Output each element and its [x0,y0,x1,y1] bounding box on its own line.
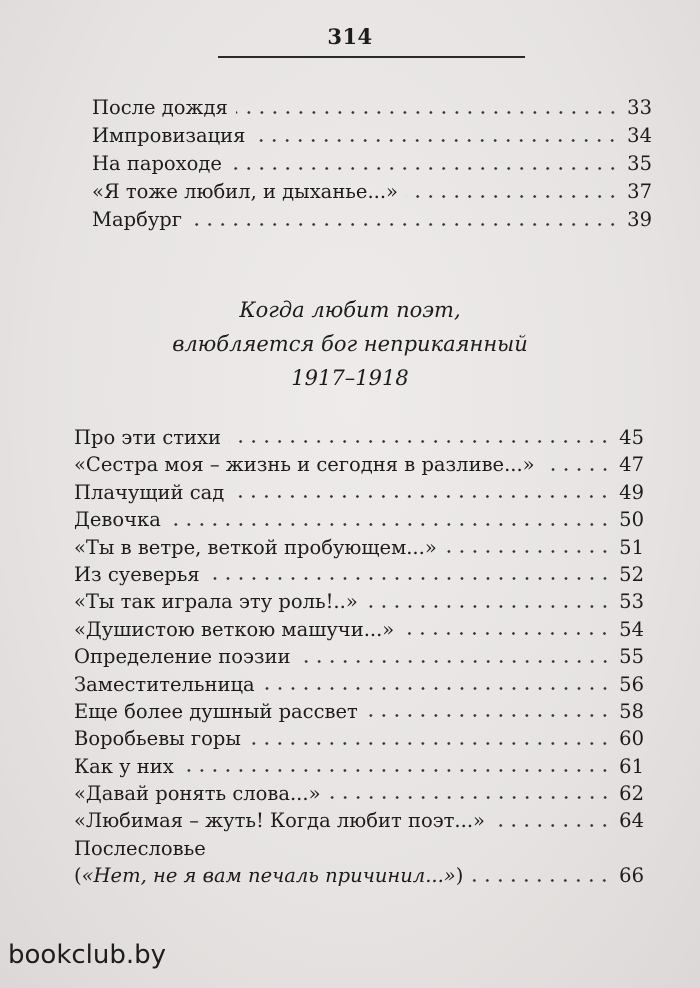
toc-entry-page: 49 [619,480,644,504]
toc-entry-page: 58 [619,699,644,723]
toc-entry-title: После дождя [92,96,228,119]
toc-leader-dots [543,468,612,471]
toc-entry-page: 45 [619,426,644,449]
toc-entry-page: 55 [619,645,644,669]
toc-entry-title: («Нет, не я вам печаль причинил...») [74,864,464,888]
toc-entry-page: 47 [619,453,644,477]
toc-leader-dots [471,879,611,882]
toc-entry-title: Как у них [74,754,174,778]
toc-entry-title: Из суеверья [74,562,200,586]
toc-list-1 [92,94,652,234]
page-number: 314 [327,24,373,49]
toc-entry [74,616,644,643]
toc-leader-dots [236,111,619,114]
toc-entry-page: 61 [619,754,644,778]
toc-entry-page: 62 [619,782,644,806]
toc-entry-page: 64 [619,809,644,833]
toc-leader-dots [230,167,619,170]
toc-entry-page: 51 [619,535,644,559]
toc-entry-page: 35 [627,152,652,175]
toc-leader-dots [366,605,611,608]
toc-leader-dots [366,714,611,717]
section-heading-years: 1917–1918 [291,366,409,390]
toc-entry-title: Девочка [74,508,161,532]
toc-entry-title: «Давай ронять слова...» [74,782,321,806]
section-heading-line-2: влюбляется бог неприкаянный [172,332,528,356]
toc-entry [74,862,644,889]
toc-entry [74,753,644,780]
toc-leader-dots [253,139,619,142]
toc-leader-dots [249,742,611,745]
toc-entry-page: 39 [627,208,652,231]
toc-leader-dots [169,523,611,526]
toc-leader-dots [232,495,611,498]
toc-entry-title: Плачущий сад [74,480,225,504]
toc-entry-title: На пароходе [92,152,222,175]
toc-entry [92,122,652,150]
toc-entry-title: «Ты так играла эту роль!..» [74,590,358,614]
toc-entry [74,643,644,670]
section-heading-line-1: Когда любит поэт, [239,298,461,322]
toc-leader-dots [299,660,612,663]
toc-leader-dots [229,440,611,443]
toc-entry [92,94,652,122]
toc-entry [74,451,644,478]
toc-leader-dots [329,796,612,799]
toc-leader-dots [208,577,611,580]
toc-entry-page: 52 [619,562,644,586]
toc-entry [74,424,644,451]
header-rule [218,56,525,58]
toc-entry [74,479,644,506]
toc-entry-title: «Ты в ветре, веткой пробующем...» [74,535,437,559]
toc-entry [74,534,644,561]
toc-entry-title: Послесловье [74,836,206,860]
toc-entry-page: 60 [619,727,644,751]
toc-entry-page: 54 [619,617,644,641]
toc-entry-title: Определение поэзии [74,645,291,669]
toc-entry-page: 50 [619,508,644,532]
toc-entry [92,178,652,206]
toc-entry-title: «Я тоже любил, и дыханье...» [92,180,398,203]
watermark: bookclub.by [8,940,167,970]
toc-entry-page: 37 [627,180,652,203]
toc-entry-page: 53 [619,590,644,614]
toc-entry [74,588,644,615]
toc-entry [74,698,644,725]
toc-entry-title: Про эти стихи [74,426,222,449]
toc-entry [92,150,652,178]
toc-entry [74,807,644,834]
toc-entry-page: 34 [627,124,652,147]
toc-entry [74,561,644,588]
toc-entry-title: Импровизация [92,124,246,147]
toc-entry [74,725,644,752]
toc-leader-dots [493,824,611,827]
toc-entry-title: «Любимая – жуть! Когда любит поэт...» [74,809,485,833]
toc-entry-page: 66 [619,864,644,888]
toc-entry-title-italic: «Нет, не я вам печаль причинил...» [81,864,456,888]
section-heading [0,293,700,395]
toc-entry [74,780,644,807]
toc-leader-dots [263,687,611,690]
toc-leader-dots [402,632,611,635]
toc-leader-dots [190,223,619,226]
toc-entry-title: Марбург [92,208,182,231]
toc-leader-dots [445,550,611,553]
toc-entry [74,671,644,698]
toc-entry-page: 33 [627,96,652,119]
toc-entry [92,206,652,234]
toc-entry-title: Воробьевы горы [74,727,241,751]
toc-leader-dots [406,195,619,198]
toc-list-2 [74,424,644,890]
toc-entry [74,835,644,862]
toc-leader-dots [182,769,611,772]
toc-entry [74,506,644,533]
toc-entry-title: «Сестра моя – жизнь и сегодня в разливе...» [74,453,535,477]
toc-entry-title: «Душистою веткою машучи...» [74,617,395,641]
toc-entry-title: Заместительница [74,672,255,696]
toc-entry-page: 56 [619,672,644,696]
toc-entry-title: Еще более душный рассвет [74,699,358,723]
